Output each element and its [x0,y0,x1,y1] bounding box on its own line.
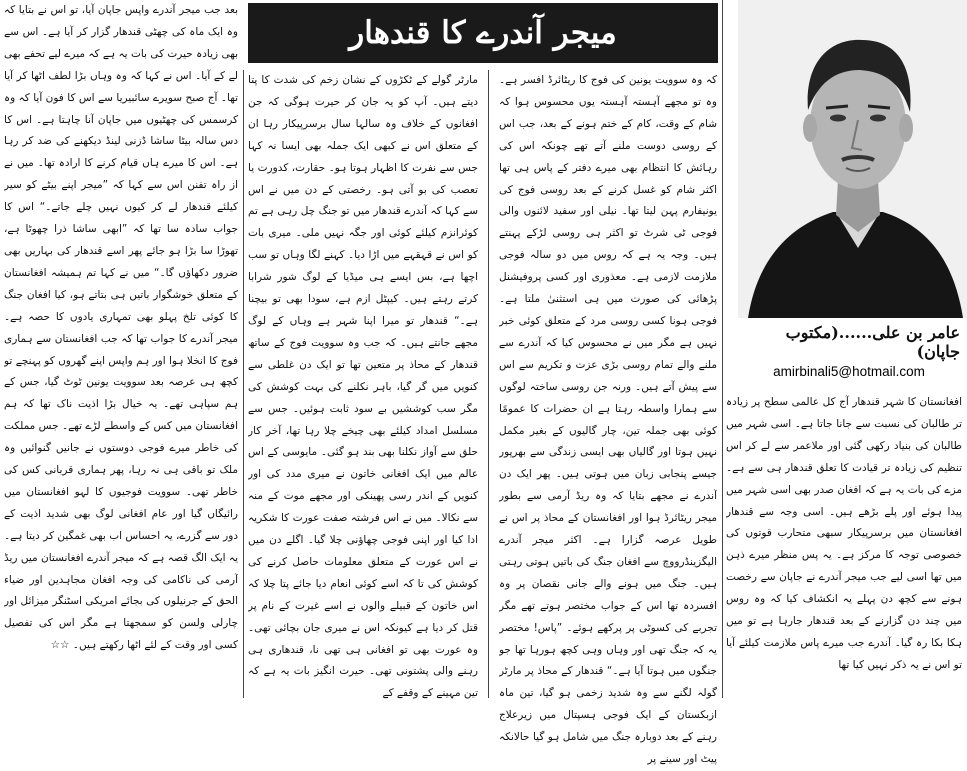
author-byline [738,322,960,362]
article-column-3 [248,70,478,705]
author-photo [738,0,967,318]
byline-text: عامر بن علی......(مکتوب جاپان) [785,323,960,361]
column-divider [488,70,489,698]
column-divider [243,70,244,698]
author-portrait-image [738,0,967,318]
column-text: کہ وہ سوویت یونین کی فوج کا ریٹائرڈ افسر ہے۔ وہ تو مجھے آہستہ آہستہ یوں محسوس ہوا کہ شام کے وقت، کام کے ختم ہونے کے بعد، جب اس کے روسی دوست ملنے آتے تھے چونکہ اس کی رہائش کا انتظام بھی میرے دفتر کے پاس ہی تھا اکثر شام کو غسل کرنے کے بعد روسی فوج کی یونیفارم پہن لیتا تھا۔ نیلی اور سفید لائنوں والی فوجی ٹی شرٹ تو اکثر ہی روسی لڑکے پہنتے ہیں۔ وجہ یہ ہے کہ روس میں دو سالہ فوجی ملازمت لازمی ہے۔ معذوری اور کسی پروفیشنل پڑھائی کی صورت میں ہی استثنیٰ ملتا ہے۔ فوجی ہونا کسی روسی مرد کے متعلق کوئی خبر نہیں ہے مگر میں نے محسوس کیا کہ آندرے سے ملنے والے تمام روسی بڑی عزت و تکریم سے اس سے پیش آتے ہیں۔ ورنہ جن روسی ساختہ لوگوں سے ہمارا واسطہ رہتا ہے ان حضرات کا عمومًا کوئی بھی جملہ تین، چار گالیوں کے بغیر مکمل نہیں ہوتا اور گالیاں بھی ایسی زندگی سے بھرپور جیسے پنجابی زبان میں ہوتی ہیں۔ پھر ایک دن آندرے نے مجھے بتایا کہ وہ ریڈ آرمی سے بطور میجر ریٹائرڈ ہوا اور افغانستان کے محاذ پر اس نے طویل عرصہ گزارا ہے۔ اکثر میجر آندرے الیگزینڈرووچ سے افغان جنگ کی باتیں ہوتی رہتی ہیں۔ جنگ میں ہونے والے جانی نقصان پر وہ افسردہ تھا اس کے جواب مختصر ہوتے تھے مگر تجربے کی کسوٹی پر پرکھے ہوئے۔ ”پاس! مختصر یہ کہ جنگ تھی اور وہاں وہی کچھ ہورہا تھا جو جنگوں میں ہوتا آیا ہے۔“ قندھار کے محاذ پر مارٹر گولہ لگنے سے وہ شدید زخمی ہو گیا، تین ماہ ازبکستان کے ایک فوجی ہسپتال میں زیرعلاج رہنے کے بعد دوبارہ جنگ میں شامل ہو گیا حالانکہ پیٹ اور سینے پر [499,74,717,766]
column-text: بعد جب میجر آندرے واپس جاپان آیا، تو اس نے بتایا کہ وہ ایک ماہ کی چھٹی قندھار گزار کر آیا ہے۔ اس سے بھی زیادہ حیرت کی بات یہ ہے کہ میرے لیے تحفے بھی لے کے آیا۔ اس نے کہا کہ وہ وہاں بڑا لطف اٹھا کر آیا تھا۔ آج صبح سویرے سائبیریا سے اس کا فون آیا کہ وہ کرسمس کی چھٹیوں میں جاپان آنا چاہتا ہے۔ اس کا دس سالہ بیٹا ساشا ڈزنی لینڈ دیکھنے کی ضد کر رہا ہے۔ اس کا میرے ہاں قیام کرنے کا ارادہ تھا۔ میں نے از راہ تفنن اس سے کہا کہ ”میجر اپنے بیٹے کو سیر کیلئے قندھار لے کر کیوں نہیں چلے جاتے۔“ اس کا جواب سادہ سا تھا کہ ”ابھی ساشا ذرا چھوٹا ہے، تھوڑا سا بڑا ہو جائے پھر اسے قندھار کی بہاریں بھی ضرور دکھاؤں گا۔“ میں نے کہا تم ہمیشہ افغانستان کے متعلق خوشگوار باتیں ہی بتاتے ہو، کیا افغان جنگ کا کوئی تلخ پہلو بھی تمہاری یادوں کا حصہ ہے۔ میجر آندرے کا جواب تھا کہ جب افغانستان سے ہماری فوج کا انخلا ہوا اور ہم واپس اپنے گھروں کو پہنچے تو کچھ ہی عرصہ بعد سوویت یونین ٹوٹ گیا، جس کے ہم سپاہی تھے۔ یہ خیال بڑا اذیت ناک تھا کہ ہم افغانستان میں کس کے واسطے لڑے تھے۔ جس مملکت کی خاطر میرے فوجی دوستوں نے جانیں گنوائیں وہ ملک تو باقی ہی نہ رہا، پھر ہماری قربانی کس کی خاطر تھی۔ سوویت فوجیوں کا لہو افغانستان میں رائیگاں گیا اور عام افغانی لوگ بھی شدید اذیت کے دور سے گزرے، یہ احساس اب بھی غمگین کر دیتا ہے۔ یہ ایک الگ قصہ ہے کہ میجر آندرے افغانستان میں ریڈ آرمی کی ناکامی کی وجہ افغان مجاہدین اور ضیاء الحق کے جرنیلوں کی بجائے امریکی اسٹنگر میزائل اور چارلی ولسن کو سمجھتا ہے مگر اس کی تفصیل کسی اور وقت کے لئے اٹھا رکھتے ہیں۔ ☆☆ [4,4,238,652]
author-email [738,364,960,386]
email-text: amirbinali5@hotmail.com [773,364,925,379]
article-column-2 [499,70,717,771]
headline-banner [248,3,718,63]
article-column-4 [4,0,238,657]
headline-text: میجر آندرے کا قندھار [349,15,617,51]
column-text: افغانستان کا شہر قندھار آج کل عالمی سطح پر زیادہ تر طالبان کی نسبت سے جانا جاتا ہے۔ اسی شہر میں طالبان کی بنیاد رکھی گئی اور ملاعمر سے لے کر اس تنظیم کی زیادہ تر قیادت کا تعلق قندھار ہی سے ہے۔ مزے کی بات یہ ہے کہ افغان صدر بھی اسی شہر میں پیدا ہوئے اور پلے بڑھے ہیں۔ اسی وجہ سے قندھار افغانستان میں برسرپیکار سبھی متحارب قوتوں کی خصوصی توجہ کا مرکز ہے۔ یہ پس منظر میرے ذہن میں تھا اسی لیے جب میجر آندرے نے جاپان سے رخصت ہونے سے کچھ دن پہلے یہ انکشاف کیا کہ وہ روس میں چند دن گزارنے کے بعد قندھار جارہا ہے تو میں ہکا بکا رہ گیا۔ آندرے جب میرے پاس ملازمت کیلئے آیا تو اس نے یہ ذکر نہیں کیا تھا [726,396,962,671]
column-text: مارٹر گولے کے ٹکڑوں کے نشان زخم کی شدت کا پتا دیتے ہیں۔ آپ کو یہ جان کر حیرت ہوگی کہ جن افغانوں کے خلاف وہ سالہا سال برسرپیکار رہا ان کے متعلق اس نے کبھی ایک جملہ بھی ایسا نہ کہا جس سے نفرت کا اظہار ہوتا ہو۔ حقارت، کدورت یا تعصب کی بو آتی ہو۔ رخصتی کے دن میں نے اس سے کہا کہ آندرے قندھار میں تو جنگ چل رہی ہے تم کوئرانزم کیلئے کوئی اور جگہ نہیں ملی۔ میری بات کو اس نے قہقہے میں اڑا دیا۔ کہنے لگا وہاں تو سب اچھا ہے، بس ایسے ہی میڈیا کے لوگ شور شرابا کرتے رہتے ہیں۔ کیپٹل ازم ہے، سودا بھی تو بیچنا ہے۔“ قندھار تو میرا اپنا شہر ہے وہاں کے لوگ مجھے جانتے ہیں۔ کہ جب وہ سوویت فوج کے ساتھ قندھار کے محاذ پر متعین تھا تو ایک دن غلطی سے کنویں میں گر گیا، باہر نکلنے کی بہت کوشش کی مگر سب کوششیں بے سود ثابت ہوئیں۔ جس سے مسلسل امداد کیلئے بھی چیخے چلا رہا تھا، آخر کار حلق سے آواز نکلنا بھی بند ہو گئی۔ مایوسی کے اس عالم میں ایک افغانی خاتون نے میری مدد کی اور کنویں کے اندر رسی پھینکی اور مجھے موت کے منہ سے نکالا۔ میں نے اس فرشتہ صفت عورت کا شکریہ ادا کیا اور اپنی فوجی چھاؤنی چلا گیا۔ اگلے دن میں نے اس عورت کے متعلق معلومات حاصل کرنے کی کوشش کی تا کہ اسے کوئی انعام دیا جائے پتا چلا کہ اس خاتون کے قبیلے والوں نے اسے غیرت کے نام پر قتل کر دیا ہے کیونکہ اس نے میری جان بچائی تھی۔ وہ عورت بھی تو افغانی ہی تھی نا، قندھاری ہی رہنے والی پشتونی تھی۔ حیرت انگیز بات یہ ہے کہ تین مہینے کے وقفے کے [248,74,478,700]
article-column-1 [726,392,962,677]
column-divider [722,0,723,698]
